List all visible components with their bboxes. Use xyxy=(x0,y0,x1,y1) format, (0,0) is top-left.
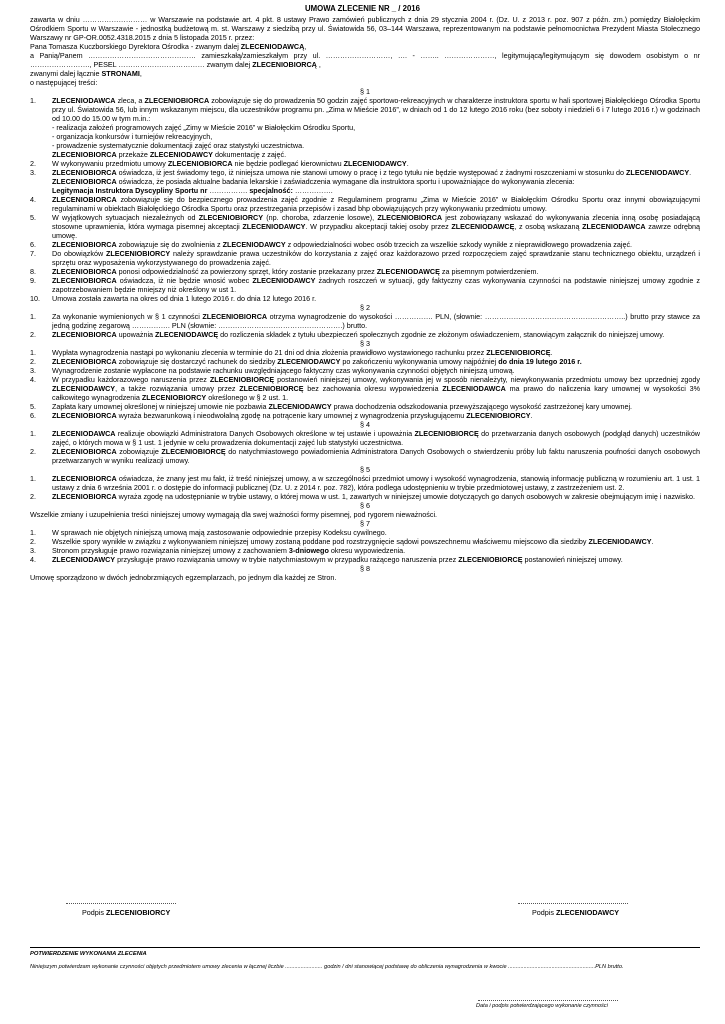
clause-text: ZLECENIOBIORCA wyraża bezwarunkową i nieodwołalną zgodę na potrącenie kary umownej z wynagrodzenia przysługującemu ZLECENIOBIORCY. xyxy=(52,411,533,420)
clause-number: 6. xyxy=(30,411,36,420)
clause-number: 4. xyxy=(30,555,36,564)
clause-number: 10. xyxy=(30,294,40,303)
clause-item xyxy=(30,267,700,276)
clause-subpoint: - realizacja założeń programowych zajęć „Zimy w Mieście 2016” w Białołęckim Ośrodku Sportu, xyxy=(52,123,356,132)
clause-text: ZLECENIOBIORCA zobowiązuje się dostarczyć rachunek do siedziby ZLECENIODAWCY po zakończeniu wykonywania umowy najpóźniej do dnia 19 lutego 2016 r. xyxy=(52,357,582,366)
clause-number: 3. xyxy=(30,366,36,375)
clause-text: ZLECENIOBIORCA oświadcza, iż jest świadomy tego, iż niniejsza umowa nie stanowi umowy o pracę i z tego tytułu nie będzie występować z żadnymi roszczeniami w stosunku do ZLECENIODAWCY. xyxy=(52,168,692,177)
clause-text: ZLECENIOBIORCA upoważnia ZLECENIODAWCĘ do rozliczenia składek z tytułu ubezpieczeń społecznych zgodnie ze złożonym oświadczeniem, stanowiącym załącznik do niniejszej umowy. xyxy=(52,330,665,339)
clause-number: 5. xyxy=(30,402,36,411)
clause-text: ZLECENIODAWCA realizuje obowiązki Administratora Danych Osobowych określone w tej ustawie i upoważnia ZLECENIOBIORCĘ do przetwarzania danych osobowych (podgląd danych) uczestników zajęć, o których mowa w § 1 ust. 1 jedynie w celu prowadzenia dokumentacji zajęć lub statystyki uczestnictwa. xyxy=(52,429,701,447)
clause-item xyxy=(30,375,700,402)
clause-text: Za wykonanie wymienionych w § 1 czynności ZLECENIOBIORCA otrzyma wynagrodzenie do wysokości ……………. PLN, (słownie: …………………………………………………..) brutto przy stawce za jedną godzinę zegarową ……………. PLN (słownie: …………………………………………….) brutto. xyxy=(52,312,700,330)
clause-text: Stronom przysługuje prawo rozwiązania niniejszej umowy z zachowaniem 3-dniowego okresu wypowiedzenia. xyxy=(52,546,406,555)
section-heading: § 5 xyxy=(360,465,370,474)
clause-text: Do obowiązków ZLECENIOBIORCY należy sprawdzanie prawa uczestników do korzystania z zajęć oraz każdorazowo przed rozpoczęciem zajęć sprawdzanie stanu technicznego obiektu, urządzeń i sprzętu oraz wyposażenia wykorzystywanego do prowadzenia zajęć. xyxy=(52,249,700,267)
clause-text: Umowa została zawarta na okres od dnia 1 lutego 2016 r. do dnia 12 lutego 2016 r. xyxy=(52,294,317,303)
clause-item xyxy=(30,195,700,213)
clause-list xyxy=(30,528,700,564)
clause-text: W wyjątkowych sytuacjach niezależnych od ZLECENIOBIORCY (np. choroba, zdarzenie losowe), ZLECENIOBIORCA jest zobowiązany wskazać do wykonywania zlecenia inną osobę posiadającą stosowne uprawnienia, która wymaga pisemnej akceptacji ZLECENIODAWCY. W przypadku akceptacji takiej osoby przez ZLECENIODAWCĘ, z osobą wskazaną ZLECENIODAWCA zawrze odrębną umowę. xyxy=(52,213,700,240)
clause-number: 1. xyxy=(30,348,36,357)
clause-list xyxy=(30,312,700,339)
clause-number: 2. xyxy=(30,537,36,546)
confirmation-divider xyxy=(30,947,700,948)
clause-number: 3. xyxy=(30,168,36,177)
clause-number: 2. xyxy=(30,492,36,501)
clause-item xyxy=(30,330,700,339)
clause-list xyxy=(30,348,700,420)
clause-item xyxy=(30,474,700,492)
clause-number: 1. xyxy=(30,474,36,483)
clause-number: 1. xyxy=(30,96,36,105)
clause-item xyxy=(30,429,700,447)
clause-list xyxy=(30,474,700,501)
clause-text: W sprawach nie objętych niniejszą umową mają zastosowanie odpowiednie przepisy Kodeksu cywilnego. xyxy=(52,528,387,537)
signature-line-principal xyxy=(518,903,628,904)
clause-number: 2. xyxy=(30,447,36,456)
clause-text: ZLECENIODAWCA zleca, a ZLECENIOBIORCA zobowiązuje się do prowadzenia 50 godzin zajęć sportowo-rekreacyjnych w charakterze instruktora sportu w hali sportowej Białołęckiego Ośrodka Sportu przy ul. Światowida 56, lub innym wskazanym miejscu, dla uczestników programu pn. „Zima w Mieście 2016”, w dniach od 1 do 12 lutego 2016 roku (bez soboty i niedzieli 6 i 7 lutego 2016 r.) w godzinach od 10.00 do 15.00 w tym m.in.: xyxy=(52,96,700,123)
clause-number: 1. xyxy=(30,528,36,537)
clause-number: 4. xyxy=(30,195,36,204)
clause-text: ZLECENIOBIORCA wyraża zgodę na udostępnianie w trybie ustawy, o której mowa w ust. 1, zawartych w niniejszej umowie dotyczących go danych osobowych w zakresie obejmującym imię i nazwisko. xyxy=(52,492,696,501)
clause-item xyxy=(30,348,700,357)
clause-text: Wypłata wynagrodzenia nastąpi po wykonaniu zlecenia w terminie do 21 dni od dnia złożenia prawidłowo wystawionego rachunku przez ZLECENIOBIORCĘ. xyxy=(52,348,553,357)
clause-number: 8. xyxy=(30,267,36,276)
clause-list xyxy=(30,96,700,303)
clause-number: 5. xyxy=(30,213,36,222)
clause-text: ZLECENIOBIORCA zobowiązuje ZLECENIOBIORCĘ do natychmiastowego powiadomienia Administratora Danych Osobowych o stwierdzeniu próby lub faktu naruszenia poufności danych osobowych przetwarzanych w wyniku realizacji umowy. xyxy=(52,447,700,465)
clause-number: 1. xyxy=(30,312,36,321)
section-heading: § 3 xyxy=(360,339,370,348)
clause-text: ZLECENIOBIORCA zobowiązuje się do bezpiecznego prowadzenia zajęć zgodnie z Regulaminem programu „Zima w Mieście 2016” w Białołęckim Ośrodku Sportu oraz innymi obowiązującymi regulaminami w obiektach Białołęckiego Ośrodka Sportu oraz przestrzegania przepisów i zasad bhp obowiązujących przy wykonywaniu przedmiotu umowy. xyxy=(52,195,700,213)
clause-number: 3. xyxy=(30,546,36,555)
clause-item xyxy=(30,249,700,267)
clause-number: 6. xyxy=(30,240,36,249)
section-heading: § 1 xyxy=(360,87,370,96)
section-heading: § 6 xyxy=(360,501,370,510)
confirmation-text: Niniejszym potwierdzam wykonanie czynności objętych przedmiotem umowy zlecenia w łącznej liczbie ........................ godzin / dni stanowiącej podstawę do obliczenia wynagrodzenia w kwocie ........................................................PLN brutto. xyxy=(30,964,624,970)
clause-extra: ZLECENIOBIORCA oświadcza, że posiada aktualne badania lekarskie i zaświadczenia wymagane dla instruktora sportu i upoważniające do wykonywania zlecenia: xyxy=(52,177,575,186)
contract-body xyxy=(30,15,700,582)
clause-number: 9. xyxy=(30,276,36,285)
section-paragraph: Umowę sporządzono w dwóch jednobrzmiących egzemplarzach, po jednym dla każdej ze Stron. xyxy=(30,573,337,582)
clause-text: ZLECENIOBIORCA oświadcza, że znany jest mu fakt, iż treść niniejszej umowy, a w szczególności przedmiot umowy i wysokość wynagrodzenia, stanowią informację publiczną w rozumieniu art. 1 ust. 1 ustawy z dnia 6 września 2001 r. o dostępie do informacji publicznej (Dz. U. z 2014 r. poz. 782), która podlega udostępnieniu w trybie przedmiotowej ustawy, z zastrzeżeniem ust. 2. xyxy=(52,474,700,492)
clause-item xyxy=(30,168,700,177)
section-paragraph: Wszelkie zmiany i uzupełnienia treści niniejszej umowy wymagają dla swej ważności formy pisemnej, pod rygorem nieważności. xyxy=(30,510,438,519)
signature-principal: Podpis ZLECENIODAWCY xyxy=(532,908,620,917)
clause-text: Wszelkie spory wynikłe w związku z wykonywaniem niniejszej umowy zostaną poddane pod rozstrzygnięcie sądowi powszechnemu właściwemu miejscowo dla siedziby ZLECENIODAWCY. xyxy=(52,537,654,546)
section-heading: § 2 xyxy=(360,303,370,312)
clause-list xyxy=(30,429,700,465)
signature-line-contractor xyxy=(66,903,176,904)
clause-extra: ZLECENIOBIORCA przekaże ZLECENIODAWCY dokumentację z zajęć. xyxy=(52,150,287,159)
clause-extra: Legitymacja Instruktora Dyscypliny Sportu nr ……………. specjalność: ……………. xyxy=(52,186,333,195)
clause-item xyxy=(30,546,700,555)
clause-item xyxy=(30,537,700,546)
clause-number: 1. xyxy=(30,429,36,438)
confirmation-signature-line xyxy=(478,1000,618,1001)
clause-text: Zapłata kary umownej określonej w niniejszej umowie nie pozbawia ZLECENIODAWCY prawa dochodzenia odszkodowania przewyższającego wysokość zastrzeżonej kary umownej. xyxy=(52,402,633,411)
contract-title: UMOWA ZLECENIE NR _ / 2016 xyxy=(305,4,420,13)
clause-text: ZLECENIOBIORCA zobowiązuje się do zwolnienia z ZLECENIODAWCY z odpowiedzialności wobec osób trzecich za wszelkie szkody wynikłe z nieprawidłowego prowadzenia zajęć. xyxy=(52,240,633,249)
intro-paragraph: a Panią/Panem ……………………………………… zamieszkałą/zamieszkałym przy ul. ………………………, …. - …….. …………………, legitymującą/legitymującym się dowodem osobistym o nr ……………………., PESEL ……………………………… zwanym dalej ZLECENIOBIORCĄ , xyxy=(30,51,700,69)
contract-sections xyxy=(30,87,700,582)
section-heading: § 8 xyxy=(360,564,370,573)
clause-number: 4. xyxy=(30,375,36,384)
clause-item xyxy=(30,240,700,249)
clause-text: ZLECENIOBIORCA ponosi odpowiedzialność za powierzony sprzęt, który zostanie przekazany przez ZLECENIODAWCĘ za pisemnym potwierdzeniem. xyxy=(52,267,539,276)
intro-paragraph: o następującej treści: xyxy=(30,78,98,87)
clause-number: 2. xyxy=(30,159,36,168)
contract-intro xyxy=(30,15,700,87)
clause-item xyxy=(30,357,700,366)
intro-paragraph: Pana Tomasza Kuczborskiego Dyrektora Ośrodka - zwanym dalej ZLECENIODAWCĄ, xyxy=(30,42,307,51)
clause-number: 2. xyxy=(30,330,36,339)
intro-paragraph: zwanymi dalej łącznie STRONAMI, xyxy=(30,69,142,78)
clause-item xyxy=(30,555,700,564)
clause-item xyxy=(30,366,700,375)
clause-item xyxy=(30,276,700,294)
confirmation-title: POTWIERDZENIE WYKONANIA ZLECENIA xyxy=(30,951,147,957)
clause-text: ZLECENIOBIORCA oświadcza, iż nie będzie wnosić wobec ZLECENIODAWCY żadnych roszczeń w sytuacji, gdy faktyczny czas wykonywania czynności na podstawie niniejszej umowy zgodnie z zapotrzebowaniem będzie mniejszy niż określony w ust 1. xyxy=(52,276,700,294)
clause-subpoint: - organizacja konkursów i turniejów rekreacyjnych, xyxy=(52,132,213,141)
clause-text: ZLECENIODAWCY przysługuje prawo rozwiązania umowy w trybie natychmiastowym w przypadku rażącego naruszenia przez ZLECENIOBIORCĘ postanowień niniejszej umowy. xyxy=(52,555,623,564)
clause-subpoint: - prowadzenie systematycznie dokumentacji zajęć oraz statystyki uczestnictwa. xyxy=(52,141,305,150)
clause-text: W przypadku każdorazowego naruszenia przez ZLECENIOBIORCĘ postanowień niniejszej umowy, wykonywania jej w sposób nienależyty, niewykonywania przedmiotu umowy bez uprzedniej zgody ZLECENIODAWCY, a także rozwiązania umowy przez ZLECENIOBIORCĘ bez zachowania okresu wypowiedzenia ZLECENIODAWCA ma prawo do naliczenia kary umownej w wysokości 3% całkowitego wynagrodzenia ZLECENIOBIORCY określonego w § 2 ust. 1. xyxy=(52,375,700,402)
confirmation-signature: Data i podpis potwierdzającego wykonanie czynności xyxy=(476,1003,608,1009)
clause-item xyxy=(30,159,700,168)
clause-text: W wykonywaniu przedmiotu umowy ZLECENIOBIORCA nie będzie podlegać kierownictwu ZLECENIODAWCY. xyxy=(52,159,409,168)
clause-item xyxy=(30,96,700,123)
clause-text: Wynagrodzenie zostanie wypłacone na podstawie rachunku uwzględniającego faktyczny czas wykonywania czynności objętych niniejszą umową. xyxy=(52,366,515,375)
clause-number: 7. xyxy=(30,249,36,258)
clause-item xyxy=(30,492,700,501)
section-heading: § 7 xyxy=(360,519,370,528)
section-heading: § 4 xyxy=(360,420,370,429)
clause-item xyxy=(30,411,700,420)
clause-item xyxy=(30,447,700,465)
signature-contractor: Podpis ZLECENIOBIORCY xyxy=(82,908,171,917)
clause-number: 2. xyxy=(30,357,36,366)
clause-item xyxy=(30,294,700,303)
intro-paragraph: zawarta w dniu ……………………… w Warszawie na podstawie art. 4 pkt. 8 ustawy Prawo zamówień publicznych z dnia 29 stycznia 2004 r. (Dz. U. z 2013 r. poz. 907 z późn. zm.) pomiędzy Białołęckim Ośrodkiem Sportu w Warszawie - jednostką budżetową m. st. Warszawy z siedzibą przy ul. Światowida 56, 03–144 Warszawa, reprezentowanym na podstawie pełnomocnictwa Prezydent Miasta Stołecznego Warszawy nr GP-OR.0052.4318.2015 z dnia 5 listopada 2015 r. przez: xyxy=(30,15,700,42)
clause-item xyxy=(30,402,700,411)
clause-item xyxy=(30,213,700,240)
clause-item xyxy=(30,528,700,537)
clause-item xyxy=(30,312,700,330)
